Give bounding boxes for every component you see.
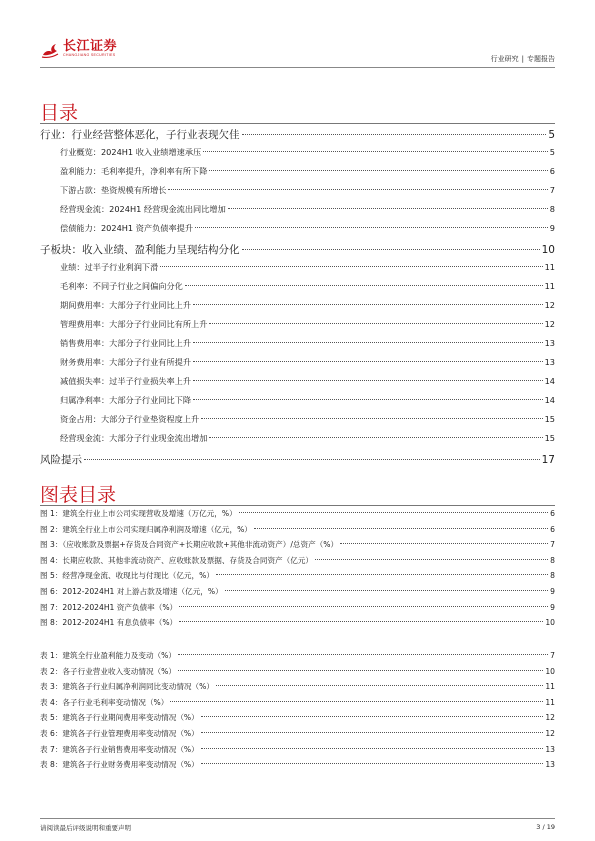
toc-chapter-entry[interactable] [40, 127, 555, 147]
entry-label: 表 8：建筑各子行业财务费用率变动情况（%） [40, 760, 199, 770]
entry-label: 减值损失率：过半子行业损失率上升 [60, 376, 192, 386]
entry-page-number: 12 [545, 729, 555, 738]
dot-leader [201, 732, 544, 733]
toc-section-entry[interactable] [40, 262, 555, 280]
entry-label: 表 6：建筑各子行业管理费用率变动情况（%） [40, 729, 199, 738]
entry-page-number: 6 [549, 166, 555, 176]
toc-section-entry[interactable] [40, 395, 555, 413]
entry-label: 风险提示 [40, 454, 82, 466]
entry-label: 图 1：建筑全行业上市公司实现营收及增速（万亿元，%） [40, 509, 237, 518]
dot-leader [209, 170, 547, 171]
dot-leader [193, 399, 543, 400]
entry-label: 表 4：各子行业毛利率变动情况（%） [40, 697, 169, 707]
dot-leader [193, 342, 543, 343]
dot-leader [340, 543, 548, 544]
entry-page-number: 10 [545, 618, 555, 628]
header-divider [40, 67, 555, 68]
dot-leader [178, 654, 548, 655]
entry-label: 资金占用：大部分子行业垫资程度上升 [60, 414, 200, 424]
entry-label: 经营现金流：2024H1 经营现金流出同比增加 [60, 204, 226, 214]
entry-page-number: 8 [549, 204, 555, 214]
entry-page-number: 7 [550, 651, 555, 660]
entry-page-number: 6 [550, 524, 555, 534]
logo-name: 长江证券 [63, 39, 118, 54]
entry-label: 图 7：2012-2024H1 资产负债率（%） [40, 602, 178, 612]
dot-leader [254, 528, 548, 529]
figure-list-entry[interactable] [40, 586, 555, 600]
entry-label: 子板块：收入业绩、盈利能力呈现结构分化 [40, 244, 240, 256]
entry-label: 行业：行业经营整体恶化，子行业表现欠佳 [40, 129, 240, 141]
dot-leader [193, 304, 543, 305]
entry-page-number: 9 [549, 223, 555, 233]
entry-label: 图 8：2012-2024H1 有息负债率（%） [40, 618, 178, 628]
toc-title-divider [40, 123, 555, 124]
entry-page-number: 13 [544, 357, 555, 367]
dot-leader [242, 134, 547, 135]
entry-page-number: 13 [545, 744, 555, 754]
dot-leader [179, 606, 548, 607]
dot-leader [193, 380, 543, 381]
figure-list-entry[interactable] [40, 617, 555, 631]
entry-page-number: 12 [544, 319, 555, 329]
entry-page-number: 5 [549, 147, 555, 157]
toc-section-entry[interactable] [40, 204, 555, 222]
toc-chapter-entry[interactable] [40, 452, 555, 472]
entry-label: 偿债能力：2024H1 资产负债率提升 [60, 223, 194, 233]
entry-label: 归属净利率：大部分子行业同比下降 [60, 395, 192, 405]
dot-leader [170, 701, 543, 702]
toc-section-entry[interactable] [40, 300, 555, 318]
entry-page-number: 8 [550, 571, 555, 581]
entry-page-number: 12 [545, 713, 555, 723]
dot-leader [315, 559, 548, 560]
figure-list-entry[interactable] [40, 555, 555, 569]
toc-section-entry[interactable] [40, 433, 555, 451]
entry-label: 业绩：过半子行业利润下滑 [60, 262, 159, 272]
entry-page-number: 11 [545, 697, 555, 707]
dot-leader [216, 574, 548, 575]
entry-page-number: 14 [544, 395, 555, 405]
table-list-entry[interactable] [40, 697, 555, 711]
dot-leader [203, 151, 548, 152]
logo-subtitle: CHANGJIANG SECURITIES [63, 53, 116, 57]
dot-leader [216, 685, 543, 686]
entry-label: 行业概览：2024H1 收入业绩增速承压 [60, 147, 202, 157]
entry-page-number: 12 [544, 300, 555, 310]
entry-label: 表 2：各子行业营业收入变动情况（%） [40, 666, 176, 676]
entry-label: 下游占款：垫资规模有所增长 [60, 185, 167, 195]
dot-leader [242, 249, 540, 250]
dot-leader [201, 763, 544, 764]
entry-page-number: 7 [549, 185, 555, 195]
category-label: 行业研究 [490, 55, 519, 63]
entry-label: 经营现金流：大部分子行业现金流出增加 [60, 433, 208, 443]
entry-page-number: 6 [550, 509, 555, 518]
header-separator: | [521, 55, 524, 63]
dot-leader [168, 189, 547, 190]
dot-leader [160, 266, 542, 267]
entry-label: 财务费用率：大部分子行业有所提升 [60, 357, 192, 367]
entry-page-number: 11 [544, 281, 555, 291]
entry-label: 图 2：建筑全行业上市公司实现归属净利润及增速（亿元，%） [40, 524, 252, 534]
entry-label: 销售费用率：大部分子行业同比上升 [60, 338, 192, 348]
dot-leader [178, 670, 543, 671]
entry-label: 期间费用率：大部分子行业同比上升 [60, 300, 192, 310]
table-list-entry[interactable] [40, 759, 555, 773]
toc-section-entry[interactable] [40, 281, 555, 299]
entry-page-number: 11 [545, 682, 555, 692]
entry-label: 表 7：建筑各子行业销售费用率变动情况（%） [40, 744, 199, 754]
table-list-entry[interactable] [40, 650, 555, 664]
toc-section-entry[interactable] [40, 376, 555, 394]
entry-label: 表 3：建筑各子行业归属净利润同比变动情况（%） [40, 682, 214, 692]
entry-page-number: 14 [544, 376, 555, 386]
dot-leader [201, 716, 544, 717]
dot-leader [193, 361, 543, 362]
entry-label: 图 4：长期应收款、其他非流动资产、应收账款及票据、存货及合同资产（亿元） [40, 555, 314, 565]
entry-page-number: 15 [544, 433, 555, 443]
entry-label: 管理费用率：大部分子行业同比有所上升 [60, 319, 208, 329]
toc-section-entry[interactable] [40, 319, 555, 337]
company-logo [40, 40, 117, 60]
entry-label: 图 6：2012-2024H1 对上游占款及增速（亿元，%） [40, 587, 223, 596]
page-header [40, 40, 555, 66]
entry-label: 盈利能力：毛利率提升，净利率有所下降 [60, 166, 208, 176]
dot-leader [84, 459, 540, 460]
figure-list-entry[interactable] [40, 524, 555, 538]
entry-page-number: 8 [550, 555, 555, 565]
entry-page-number: 15 [544, 414, 555, 424]
entry-page-number: 13 [545, 760, 555, 770]
entry-page-number: 10 [541, 244, 555, 256]
figure-list-entry[interactable] [40, 602, 555, 616]
entry-label: 表 5：建筑各子行业期间费用率变动情况（%） [40, 713, 199, 723]
entry-label: 毛利率：不同子行业之间偏向分化 [60, 281, 183, 291]
table-list-entry[interactable] [40, 744, 555, 758]
dot-leader [209, 437, 542, 438]
toc-section-entry[interactable] [40, 223, 555, 241]
entry-label: 图 5：经营净现金流、收现比与付现比（亿元，%） [40, 571, 214, 581]
entry-label: 图 3：（应收账款及票据+存货及合同资产+长期应收款+其他非流动资产）/总资产（%） [40, 540, 339, 550]
dot-leader [239, 512, 548, 513]
table-list-entry[interactable] [40, 712, 555, 726]
entry-page-number: 5 [548, 129, 555, 141]
entry-page-number: 7 [550, 540, 555, 550]
entry-label: 表 1：建筑全行业盈利能力及变动（%） [40, 651, 176, 660]
table-list-entry[interactable] [40, 681, 555, 695]
table-list-entry[interactable] [40, 728, 555, 742]
entry-page-number: 17 [541, 454, 555, 466]
toc-chapter-entry[interactable] [40, 242, 555, 262]
dot-leader [201, 748, 544, 749]
figure-list-entry[interactable] [40, 539, 555, 553]
charts-title-divider [40, 505, 555, 506]
toc-section-entry[interactable] [40, 166, 555, 184]
toc-section-entry[interactable] [40, 147, 555, 165]
toc-section-entry[interactable] [40, 338, 555, 356]
report-type-label: 专题报告 [527, 55, 555, 63]
entry-page-number: 10 [545, 666, 555, 676]
logo-mark-icon [40, 40, 60, 60]
dot-leader [209, 323, 542, 324]
dot-leader [195, 227, 548, 228]
page-indicator: 3 / 19 [536, 823, 555, 831]
dot-leader [225, 590, 548, 591]
entry-page-number: 11 [544, 262, 555, 272]
table-list-entry[interactable] [40, 666, 555, 680]
dot-leader [228, 208, 548, 209]
toc-section-entry[interactable] [40, 414, 555, 432]
entry-page-number: 9 [550, 602, 555, 612]
disclaimer-note: 请阅读最后评级说明和重要声明 [40, 824, 131, 832]
report-category [491, 54, 555, 64]
footer-divider [40, 818, 555, 819]
dot-leader [179, 621, 543, 622]
entry-page-number: 9 [550, 587, 555, 596]
toc-section-entry[interactable] [40, 357, 555, 375]
figure-list-entry[interactable] [40, 508, 555, 522]
figure-list-entry[interactable] [40, 570, 555, 584]
toc-section-entry[interactable] [40, 185, 555, 203]
entry-page-number: 13 [544, 338, 555, 348]
dot-leader [201, 418, 542, 419]
dot-leader [185, 285, 543, 286]
toc-title: 目录 [40, 102, 79, 124]
charts-title: 图表目录 [40, 484, 117, 506]
